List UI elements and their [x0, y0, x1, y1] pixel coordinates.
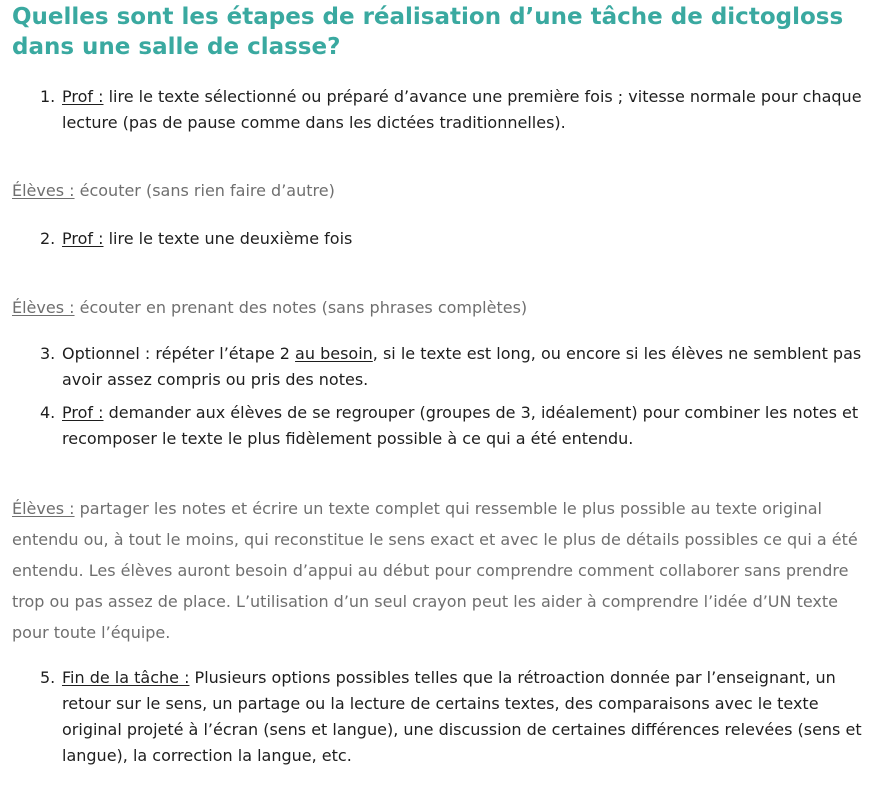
step-description: Plusieurs options possibles telles que la rétroaction donnée par l’enseignant, un retour sur le sens, un partage ou la lecture de certains textes, des comparaisons avec le texte original projeté à l’écran (sens et langue), une discussion de certaines différences relevées (sens et langue), la correction la langue, etc. — [62, 668, 862, 765]
step-description-after: , si le texte est long, ou encore si les élèves ne semblent pas avoir assez compris ou pris des notes. — [62, 344, 862, 389]
eleves-paragraph-3 — [12, 493, 874, 648]
eleves-description: écouter en prenant des notes (sans phrases complètes) — [74, 298, 528, 317]
list-item-step-3 — [40, 341, 875, 393]
list-item-step-5 — [40, 665, 875, 769]
step-role-label: Fin de la tâche : — [62, 668, 190, 687]
step-number: 1. — [40, 87, 56, 106]
step-description-before: Optionnel : répéter l’étape 2 — [62, 344, 296, 363]
step-text — [62, 665, 875, 769]
step-number: 2. — [40, 229, 56, 248]
step-number: 5. — [40, 668, 56, 687]
step-role-label: Prof : — [62, 87, 104, 106]
step-text — [62, 226, 875, 252]
step-text — [62, 84, 875, 136]
step-role-label: Prof : — [62, 229, 104, 248]
list-item-step-2 — [40, 226, 875, 252]
list-item-step-4 — [40, 400, 875, 452]
eleves-paragraph-1 — [12, 175, 874, 206]
eleves-label: Élèves : — [12, 499, 75, 518]
eleves-label: Élèves : — [12, 298, 75, 317]
step-emphasis: au besoin — [295, 344, 373, 363]
eleves-description: partager les notes et écrire un texte complet qui ressemble le plus possible au texte original entendu ou, à tout le moins, qui reconstitue le sens exact et avec le plus de détails possibles ce qui a été entendu. Les élèves auront besoin d’appui au début pour comprendre comment collaborer sans prendre trop ou pas assez de place. L’utilisation d’un seul crayon peut les aider à comprendre l’idée d’UN texte pour toute l’équipe. — [12, 499, 858, 642]
page-title: Quelles sont les étapes de réalisation d’une tâche de dictogloss dans une salle de classe? — [12, 4, 844, 60]
step-text — [62, 341, 875, 393]
step-number: 3. — [40, 344, 56, 363]
step-description: demander aux élèves de se regrouper (groupes de 3, idéalement) pour combiner les notes et recomposer le texte le plus fidèlement possible à ce qui a été entendu. — [62, 403, 859, 448]
step-number: 4. — [40, 403, 56, 422]
eleves-description: écouter (sans rien faire d’autre) — [74, 181, 335, 200]
step-role-label: Prof : — [62, 403, 104, 422]
step-text — [62, 400, 875, 452]
list-item-step-1 — [40, 84, 875, 136]
step-description: lire le texte une deuxième fois — [103, 229, 353, 248]
eleves-label: Élèves : — [12, 181, 75, 200]
step-description: lire le texte sélectionné ou préparé d’avance une première fois ; vitesse normale pour chaque lecture (pas de pause comme dans les dictées traditionnelles). — [62, 87, 862, 132]
eleves-paragraph-2 — [12, 292, 874, 323]
